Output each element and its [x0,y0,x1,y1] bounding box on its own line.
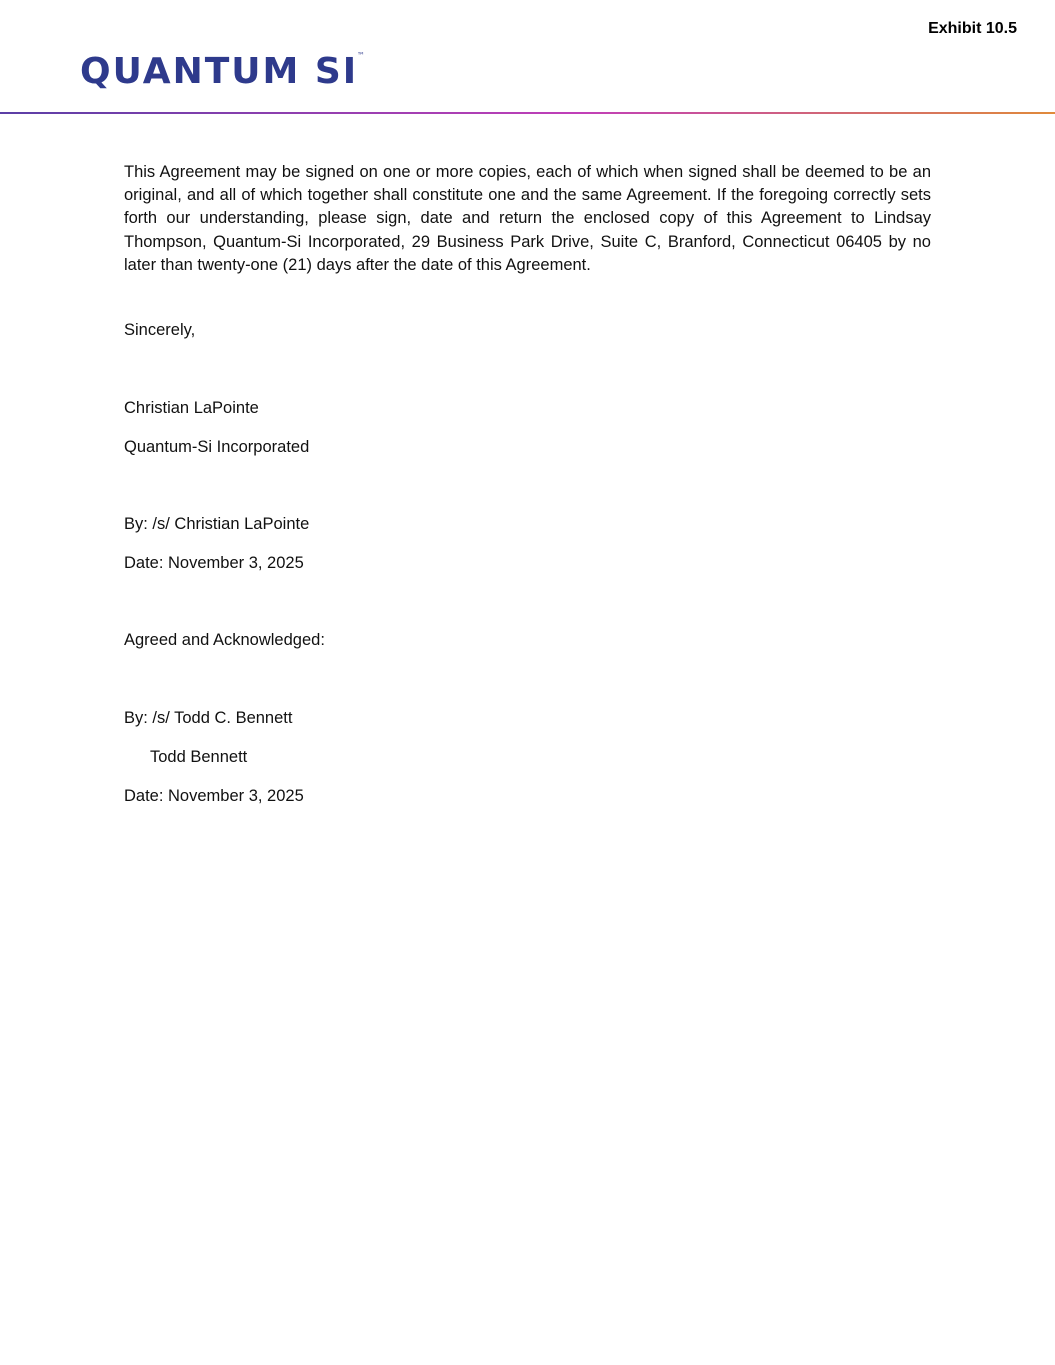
agreement-paragraph: This Agreement may be signed on one or more copies, each of which when signed shall be deemed to be an original, and all of which together shall constitute one and the same Agreement. If the foregoing correctly sets forth our understanding, please sign, date and return the enclosed copy of this Agreement to Lindsay Thompson, Quantum-Si Incorporated, 29 Business Park Drive, Suite C, Branford, Connecticut 06405 by no later than twenty-one (21) days after the date of this Agreement. [124,163,931,274]
logo-wordmark: QUANTUM SI [80,51,359,90]
acknowledgement-heading: Agreed and Acknowledged: [124,631,325,650]
closing: Sincerely, [124,321,196,340]
employee-signature-date: Date: November 3, 2025 [124,787,304,806]
logo-trademark: ™ [357,51,365,60]
employee-signature-line: By: /s/ Todd C. Bennett [124,709,293,728]
header-divider [0,112,1055,114]
quantum-si-logo [80,48,365,90]
employee-printed-name: Todd Bennett [150,748,248,767]
company-signature-date: Date: November 3, 2025 [124,554,304,573]
company-signature-line: By: /s/ Christian LaPointe [124,515,310,534]
company-signer-name: Christian LaPointe [124,399,259,418]
exhibit-label: Exhibit 10.5 [928,20,1017,37]
letter-body [124,161,931,808]
company-name: Quantum-Si Incorporated [124,438,310,457]
